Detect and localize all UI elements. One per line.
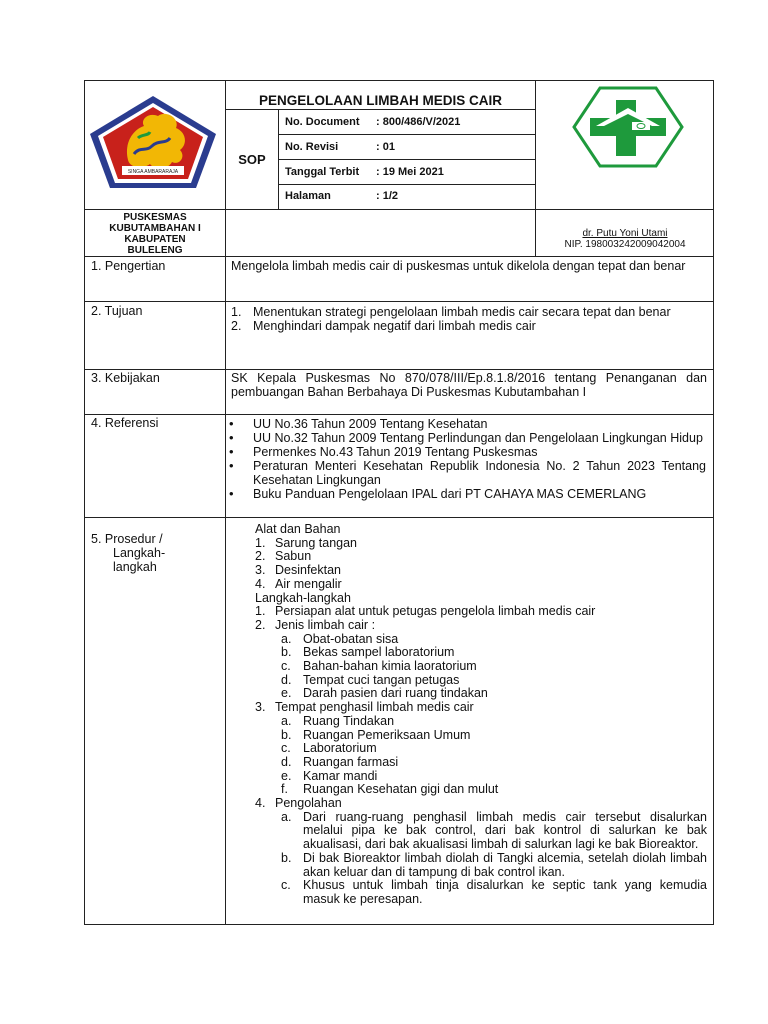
list-item: 1. Persiapan alat untuk petugas pengelola limbah medis cair (255, 604, 596, 619)
list-item: 2. Menghindari dampak negatif dari limbah medis cair (231, 319, 536, 333)
doc-field-label-number: No. Document (285, 116, 360, 128)
section-label-pengertian: 1. Pengertian (91, 259, 166, 273)
doc-field-value-halaman: : 1/2 (376, 190, 399, 202)
section-label-kebijakan: 3. Kebijakan (91, 371, 160, 385)
list-item: c. Bahan-bahan kimia laoratorium (281, 659, 477, 674)
list-item: b. Bekas sampel laboratorium (281, 645, 455, 660)
list-item: 1. Sarung tangan (255, 535, 358, 550)
list-item: a. Dari ruang-ruang penghasil limbah medis cair tersebut disalurkan melalui pipa ke bak control, dari bak kontrol di salurkan ke bak akualisasi, dari bak akualisasi limbah di salurkan lagi ke bak Bioreaktor. (281, 809, 707, 852)
doc-field-value-number: : 800/486/V/2021 (376, 116, 461, 128)
prosedur-label-line: langkah (113, 560, 157, 574)
org-name-line: PUSKESMAS (123, 212, 187, 223)
list-item: 3. Tempat penghasil limbah medis cair (255, 700, 474, 715)
list-item: • Permenkes No.43 Tahun 2019 Tentang Puskesmas (229, 445, 706, 459)
referensi-list (229, 417, 706, 501)
prosedur-label-line: Langkah- (113, 546, 166, 560)
list-item: e. Darah pasien dari ruang tindakan (281, 686, 488, 701)
langkah-heading: Langkah-langkah (255, 590, 351, 605)
list-item: 2. Sabun (255, 549, 312, 564)
pengertian-text: Mengelola limbah medis cair di puskesmas untuk dikelola dengan tepat dan benar (231, 259, 686, 273)
tujuan-list (231, 305, 707, 333)
right-logo (572, 86, 684, 168)
list-item: 4. Pengolahan (255, 796, 342, 811)
sop-label: SOP (238, 152, 266, 167)
section-label-prosedur (91, 532, 165, 574)
section-label-referensi: 4. Referensi (91, 416, 159, 430)
doc-field-label-tanggal: Tanggal Terbit (285, 166, 360, 178)
list-item: 3. Desinfektan (255, 563, 342, 578)
list-item: • Peraturan Menteri Kesehatan Republik Indonesia No. 2 Tahun 2023 Tentang Kesehatan Lingkungan (229, 459, 706, 487)
list-item: • UU No.32 Tahun 2009 Tentang Perlindungan dan Pengelolaan Lingkungan Hidup (229, 431, 706, 445)
list-item: c. Laboratorium (281, 741, 377, 756)
prosedur-label-line: 5. Prosedur / (91, 532, 163, 546)
doc-field-label-halaman: Halaman (285, 190, 331, 202)
list-item: c. Khusus untuk limbah tinja disalurkan ke septic tank yang kemudia masuk ke peresapan. (281, 878, 707, 906)
list-item: b. Di bak Bioreaktor limbah diolah di Tangki alcemia, setelah diolah limbah akan keluar dan di tampung di bak control ikan. (281, 850, 707, 879)
list-item: • Buku Panduan Pengelolaan IPAL dari PT CAHAYA MAS CEMERLANG (229, 487, 706, 501)
list-item: d. Tempat cuci tangan petugas (281, 672, 460, 687)
list-item: 1. Menentukan strategi pengelolaan limbah medis cair secara tepat dan benar (231, 305, 671, 319)
list-item: d. Ruangan farmasi (281, 754, 399, 769)
org-name-line: KABUPATEN (124, 234, 186, 245)
list-item: • UU No.36 Tahun 2009 Tentang Kesehatan (229, 417, 706, 431)
doc-field-value-revisi: : 01 (376, 141, 395, 153)
left-logo-motto: SINGA AMBARARAJA (127, 169, 179, 175)
left-logo (88, 94, 218, 190)
org-name-line: KUBUTAMBAHAN I (109, 223, 201, 234)
list-item: a. Ruang Tindakan (281, 713, 395, 728)
list-item: 2. Jenis limbah cair : (255, 617, 376, 632)
alat-heading: Alat dan Bahan (255, 522, 341, 536)
list-item: 4. Air mengalir (255, 576, 342, 591)
section-label-tujuan: 2. Tujuan (91, 304, 143, 318)
signer-name: dr. Putu Yoni Utami (582, 228, 668, 239)
list-item: e. Kamar mandi (281, 768, 378, 783)
list-item: b. Ruangan Pemeriksaan Umum (281, 727, 471, 742)
list-item: f. Ruangan Kesehatan gigi dan mulut (281, 782, 499, 797)
doc-field-label-revisi: No. Revisi (285, 141, 339, 153)
list-item: a. Obat-obatan sisa (281, 631, 399, 646)
doc-field-value-tanggal: : 19 Mei 2021 (376, 166, 444, 178)
document-title: PENGELOLAAN LIMBAH MEDIS CAIR (259, 93, 502, 108)
signer-nip: NIP. 198003242009042004 (564, 239, 686, 250)
kebijakan-text: SK Kepala Puskesmas No 870/078/III/Ep.8.1.8/2016 tentang Penanganan dan pembuangan Bahan Berbahaya Di Puskesmas Kubutambahan I (231, 371, 707, 399)
org-name (86, 212, 224, 256)
prosedur-content (255, 523, 707, 907)
org-name-line: BULELENG (127, 245, 183, 256)
